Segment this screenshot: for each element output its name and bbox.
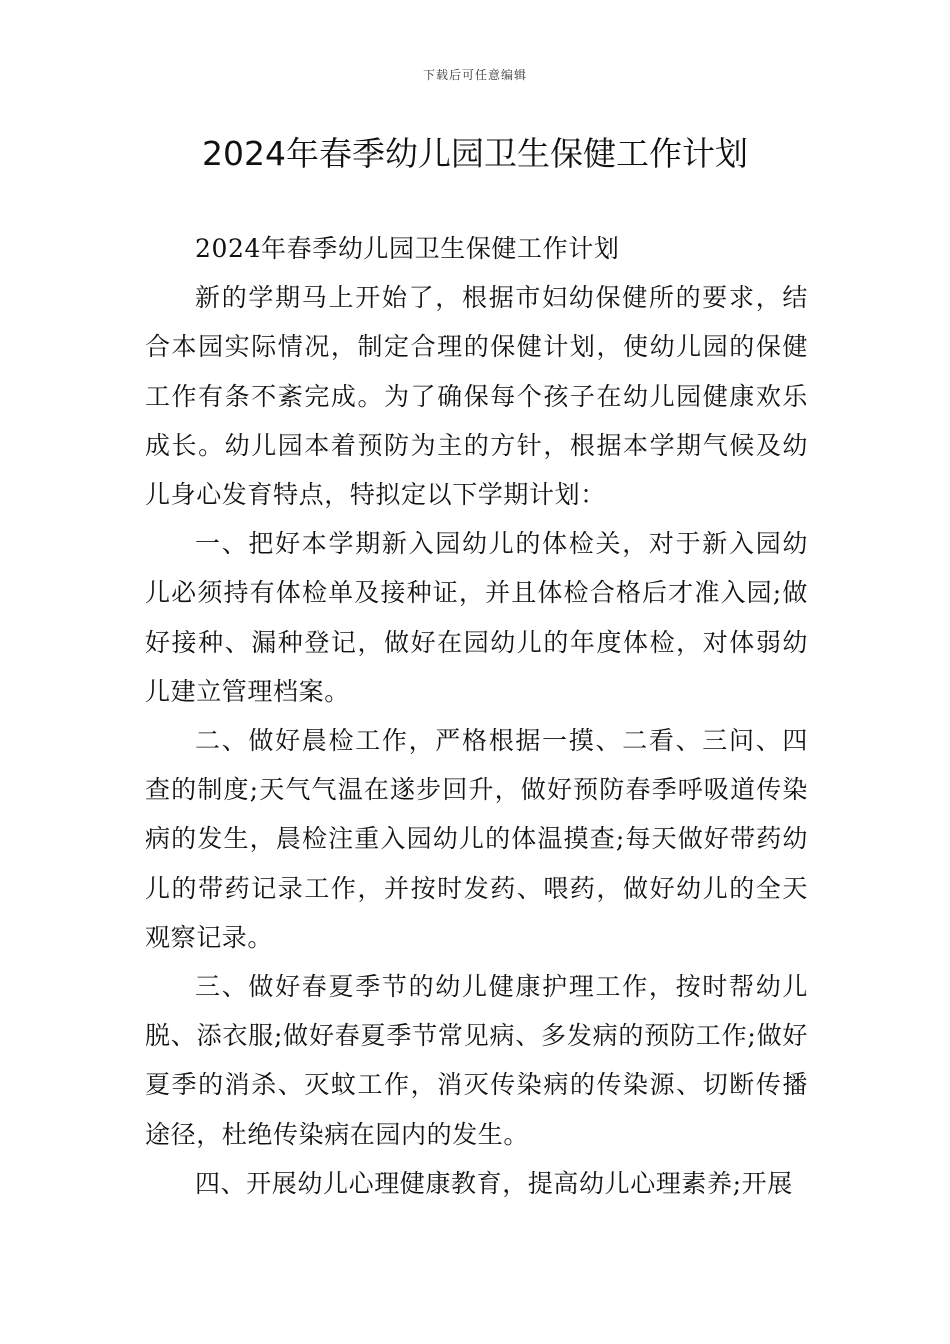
header-note: 下载后可任意编辑	[422, 68, 527, 82]
paragraph-subtitle: 2024年春季幼儿园卫生保健工作计划	[195, 234, 620, 263]
document-body	[145, 224, 808, 1208]
paragraph-intro: 新的学期马上开始了，根据市妇幼保健所的要求，结合本园实际情况，制定合理的保健计划，使幼儿园的保健工作有条不紊完成。为了确保每个孩子在幼儿园健康欢乐成长。幼儿园本着预防为主的方针，根据本学期气候及幼儿身心发育特点，特拟定以下学期计划：	[145, 283, 808, 510]
paragraph-item-1: 一、把好本学期新入园幼儿的体检关，对于新入园幼儿必须持有体检单及接种证，并且体检合格后才准入园;做好接种、漏种登记，做好在园幼儿的年度体检，对体弱幼儿建立管理档案。	[145, 529, 808, 706]
paragraph-item-4: 四、开展幼儿心理健康教育，提高幼儿心理素养;开展	[195, 1168, 793, 1198]
paragraph-item-3: 三、做好春夏季节的幼儿健康护理工作，按时帮幼儿脱、添衣服;做好春夏季节常见病、多发病的预防工作;做好夏季的消杀、灭蚊工作，消灭传染病的传染源、切断传播途径，杜绝传染病在园内的发生。	[145, 972, 808, 1149]
document-title: 2024年春季幼儿园卫生保健工作计划	[202, 134, 748, 173]
paragraph-item-2: 二、做好晨检工作，严格根据一摸、二看、三问、四查的制度;天气气温在遂步回升，做好预防春季呼吸道传染病的发生，晨检注重入园幼儿的体温摸查;每天做好带药幼儿的带药记录工作，并按时发药、喂药，做好幼儿的全天观察记录。	[145, 726, 808, 952]
